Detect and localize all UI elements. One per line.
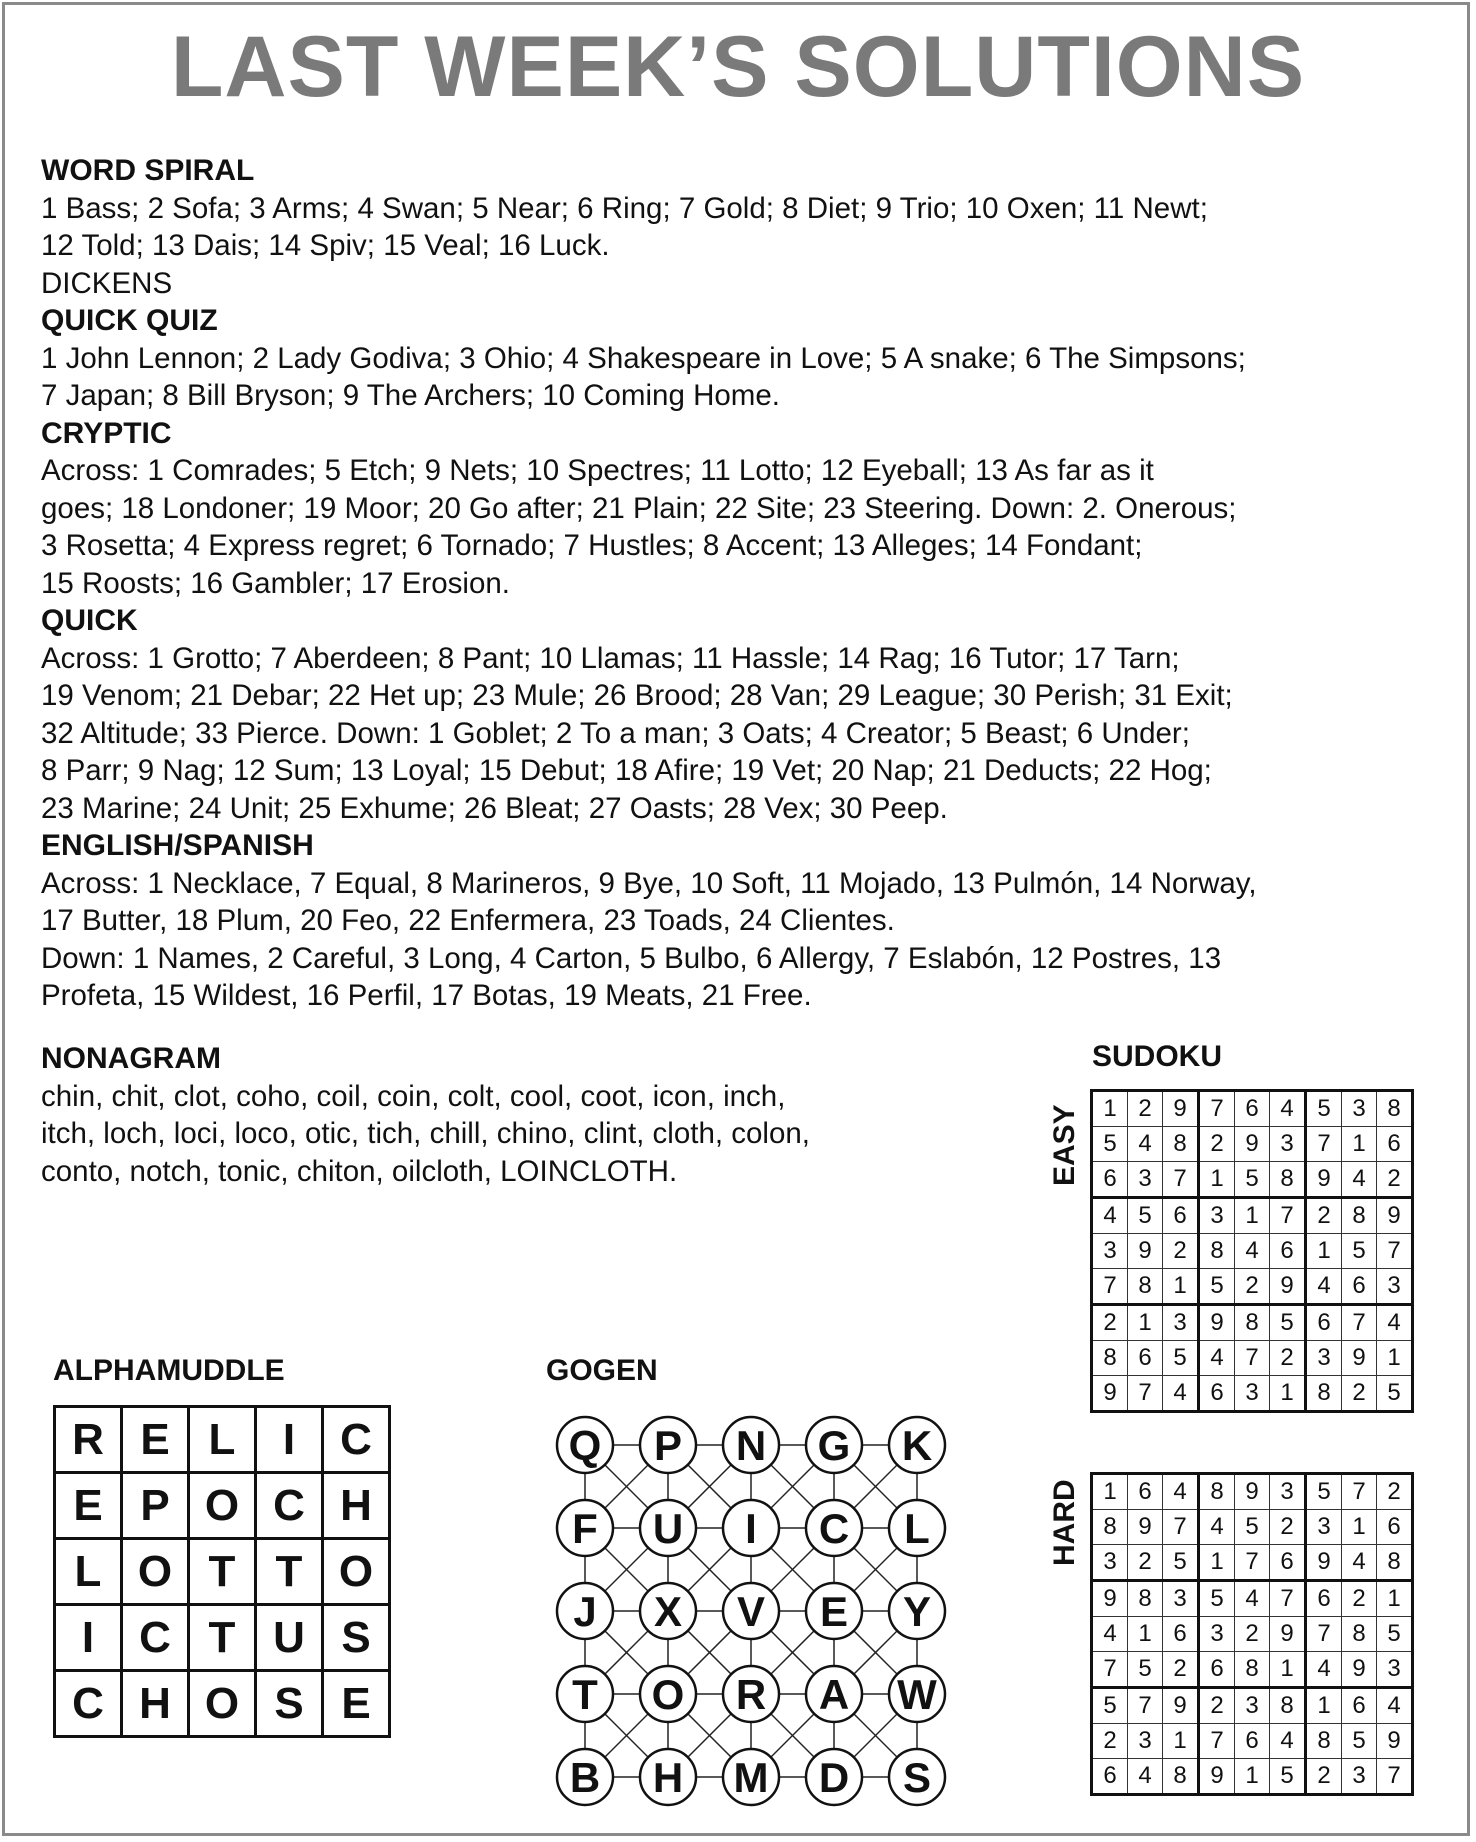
sudoku-cell: 2 [1128, 1545, 1163, 1581]
sudoku-cell: 3 [1270, 1127, 1306, 1162]
gogen-letter: C [818, 1505, 850, 1552]
gogen-letter: Y [902, 1588, 932, 1635]
section-line: 12 Told; 13 Dais; 14 Spiv; 15 Veal; 16 Luck. [41, 229, 610, 262]
sudoku-cell: 9 [1235, 1127, 1270, 1162]
section-line: 1 Bass; 2 Sofa; 3 Arms; 4 Swan; 5 Near; 6 Ring; 7 Gold; 8 Diet; 9 Trio; 10 Oxen; 11 Newt; [41, 191, 1208, 225]
sudoku-cell: 1 [1128, 1617, 1163, 1652]
gogen-letter: M [733, 1754, 769, 1801]
sudoku-cell: 9 [1128, 1510, 1163, 1545]
nonagram-heading: NONAGRAM [41, 1042, 221, 1075]
sudoku-cell: 5 [1270, 1759, 1306, 1795]
sudoku-cell: 3 [1199, 1617, 1235, 1652]
sudoku-cell: 7 [1092, 1652, 1128, 1688]
section-heading: CRYPTIC [41, 416, 172, 450]
sudoku-cell: 7 [1235, 1341, 1270, 1376]
sudoku-cell: 4 [1270, 1091, 1306, 1127]
sudoku-cell: 4 [1128, 1759, 1163, 1795]
section-line: Across: 1 Necklace, 7 Equal, 8 Marineros, 9 Bye, 10 Soft, 11 Mojado, 13 Pulmón, 14 Norway, [41, 866, 1257, 900]
sudoku-cell: 7 [1306, 1127, 1342, 1162]
gogen-letter: Q [568, 1422, 602, 1469]
sudoku-cell: 5 [1377, 1376, 1413, 1412]
sudoku-cell: 1 [1163, 1724, 1199, 1759]
section-body [41, 640, 1441, 828]
gogen-letter: S [902, 1754, 932, 1801]
alphamuddle-cell: I [256, 1407, 323, 1473]
sudoku-cell: 1 [1163, 1269, 1199, 1305]
sudoku-cell: 8 [1342, 1198, 1377, 1234]
alphamuddle-cell: S [256, 1671, 323, 1737]
alphamuddle-cell: P [122, 1473, 189, 1539]
sudoku-cell: 1 [1342, 1127, 1377, 1162]
sudoku-cell: 2 [1199, 1688, 1235, 1724]
sudoku-cell: 3 [1199, 1198, 1235, 1234]
sudoku-cell: 4 [1199, 1510, 1235, 1545]
sudoku-cell: 1 [1092, 1474, 1128, 1510]
section-line: Down: 1 Names, 2 Careful, 3 Long, 4 Carton, 5 Bulbo, 6 Allergy, 7 Eslabón, 12 Postres, 13 [41, 941, 1222, 975]
sudoku-cell: 3 [1306, 1510, 1342, 1545]
sudoku-cell: 2 [1092, 1724, 1128, 1759]
section-line: 32 Altitude; 33 Pierce. Down: 1 Goblet; 2 To a man; 3 Oats; 4 Creator; 5 Beast; 6 Under; [41, 716, 1190, 750]
sudoku-cell: 3 [1270, 1474, 1306, 1510]
sudoku-cell: 2 [1342, 1581, 1377, 1617]
sudoku-cell: 9 [1342, 1341, 1377, 1376]
sudoku-cell: 9 [1306, 1545, 1342, 1581]
gogen-letter: K [901, 1422, 933, 1469]
sudoku-cell: 2 [1306, 1759, 1342, 1795]
sudoku-cell: 6 [1270, 1545, 1306, 1581]
sudoku-cell: 6 [1199, 1652, 1235, 1688]
section-heading: WORD SPIRAL [41, 154, 255, 187]
sudoku-cell: 2 [1163, 1234, 1199, 1269]
sudoku-cell: 1 [1199, 1162, 1235, 1198]
gogen-letter: F [572, 1505, 598, 1552]
sudoku-cell: 2 [1306, 1198, 1342, 1234]
alphamuddle-cell: H [323, 1473, 390, 1539]
sudoku-cell: 9 [1163, 1091, 1199, 1127]
gogen-letter: D [818, 1754, 850, 1801]
sudoku-cell: 2 [1342, 1376, 1377, 1412]
alphamuddle-grid [53, 1405, 391, 1738]
section-line: 1 John Lennon; 2 Lady Godiva; 3 Ohio; 4 Shakespeare in Love; 5 A snake; 6 The Simpsons; [41, 341, 1246, 375]
sudoku-cell: 5 [1163, 1341, 1199, 1376]
sudoku-cell: 6 [1306, 1305, 1342, 1341]
gogen-letter: I [745, 1505, 757, 1552]
sudoku-cell: 2 [1163, 1652, 1199, 1688]
sudoku-cell: 2 [1199, 1127, 1235, 1162]
section-line: 7 Japan; 8 Bill Bryson; 9 The Archers; 10 Coming Home. [41, 379, 780, 412]
sudoku-cell: 5 [1235, 1510, 1270, 1545]
sudoku-cell: 9 [1163, 1688, 1199, 1724]
sudoku-cell: 3 [1128, 1724, 1163, 1759]
section-heading: QUICK QUIZ [41, 304, 218, 337]
alphamuddle-cell: U [256, 1605, 323, 1671]
sudoku-cell: 1 [1092, 1091, 1128, 1127]
sudoku-cell: 6 [1342, 1688, 1377, 1724]
gogen-letter: T [572, 1671, 598, 1718]
sudoku-cell: 1 [1270, 1652, 1306, 1688]
gogen-letter: N [735, 1422, 767, 1469]
sudoku-cell: 2 [1128, 1091, 1163, 1127]
sudoku-cell: 4 [1199, 1341, 1235, 1376]
sudoku-cell: 3 [1163, 1581, 1199, 1617]
nonagram-line: itch, loch, loci, loco, otic, tich, chill, chino, clint, cloth, colon, [41, 1117, 810, 1150]
section-line: Across: 1 Grotto; 7 Aberdeen; 8 Pant; 10 Llamas; 11 Hassle; 14 Rag; 16 Tutor; 17 Tarn; [41, 641, 1180, 675]
sudoku-cell: 7 [1270, 1581, 1306, 1617]
section-line: 8 Parr; 9 Nag; 12 Sum; 13 Loyal; 15 Debut; 18 Afire; 19 Vet; 20 Nap; 21 Deducts; 22 Hog; [41, 754, 1212, 787]
section-heading: ENGLISH/SPANISH [41, 829, 314, 862]
sudoku-cell: 8 [1235, 1652, 1270, 1688]
sudoku-cell: 8 [1199, 1234, 1235, 1269]
sudoku-cell: 1 [1377, 1581, 1413, 1617]
sudoku-cell: 2 [1377, 1474, 1413, 1510]
sudoku-cell: 4 [1092, 1198, 1128, 1234]
sudoku-cell: 6 [1342, 1269, 1377, 1305]
gogen-letter: L [904, 1505, 930, 1552]
sudoku-cell: 3 [1128, 1162, 1163, 1198]
sudoku-cell: 4 [1235, 1581, 1270, 1617]
section-line: 23 Marine; 24 Unit; 25 Exhume; 26 Bleat; 27 Oasts; 28 Vex; 30 Peep. [41, 791, 948, 825]
sudoku-cell: 8 [1306, 1376, 1342, 1412]
gogen-letter: B [569, 1754, 601, 1801]
nonagram-line: chin, chit, clot, coho, coil, coin, colt, cool, coot, icon, inch, [41, 1079, 786, 1113]
section-line: 17 Butter, 18 Plum, 20 Feo, 22 Enfermera, 23 Toads, 24 Clientes. [41, 904, 895, 937]
sudoku-cell: 2 [1092, 1305, 1128, 1341]
sudoku-cell: 8 [1342, 1617, 1377, 1652]
sudoku-cell: 5 [1270, 1305, 1306, 1341]
sudoku-cell: 7 [1342, 1305, 1377, 1341]
sudoku-cell: 1 [1377, 1341, 1413, 1376]
alphamuddle-cell: I [55, 1605, 122, 1671]
sudoku-cell: 8 [1128, 1269, 1163, 1305]
alphamuddle-cell: L [189, 1407, 256, 1473]
sudoku-cell: 6 [1235, 1091, 1270, 1127]
sudoku-cell: 6 [1377, 1510, 1413, 1545]
sudoku-cell: 4 [1235, 1234, 1270, 1269]
gogen-letter: H [652, 1754, 684, 1801]
sudoku-cell: 8 [1199, 1474, 1235, 1510]
sudoku-cell: 2 [1270, 1510, 1306, 1545]
sudoku-cell: 4 [1128, 1127, 1163, 1162]
sudoku-cell: 8 [1235, 1305, 1270, 1341]
sudoku-cell: 1 [1235, 1759, 1270, 1795]
sudoku-cell: 7 [1128, 1688, 1163, 1724]
sudoku-cell: 9 [1199, 1305, 1235, 1341]
sudoku-cell: 7 [1092, 1269, 1128, 1305]
page-title: LAST WEEK’S SOLUTIONS [170, 19, 1306, 115]
section-body [41, 190, 1441, 303]
sudoku-cell: 1 [1342, 1510, 1377, 1545]
sudoku-cell: 7 [1199, 1724, 1235, 1759]
gogen-grid [540, 1400, 960, 1820]
sudoku-cell: 5 [1092, 1688, 1128, 1724]
sudoku-cell: 9 [1199, 1759, 1235, 1795]
sudoku-cell: 9 [1377, 1198, 1413, 1234]
sudoku-cell: 8 [1306, 1724, 1342, 1759]
sudoku-cell: 4 [1342, 1545, 1377, 1581]
gogen-heading: GOGEN [546, 1354, 658, 1387]
sudoku-cell: 4 [1377, 1688, 1413, 1724]
sudoku-hard-label: HARD [1048, 1479, 1081, 1566]
sudoku-cell: 9 [1092, 1376, 1128, 1412]
alphamuddle-cell: O [323, 1539, 390, 1605]
sudoku-cell: 7 [1199, 1091, 1235, 1127]
sudoku-cell: 3 [1235, 1688, 1270, 1724]
sudoku-cell: 6 [1128, 1474, 1163, 1510]
section-line: Across: 1 Comrades; 5 Etch; 9 Nets; 10 Spectres; 11 Lotto; 12 Eyeball; 13 As far as it [41, 454, 1154, 487]
sudoku-cell: 6 [1163, 1617, 1199, 1652]
sudoku-cell: 3 [1377, 1269, 1413, 1305]
sudoku-cell: 3 [1235, 1376, 1270, 1412]
sudoku-cell: 4 [1306, 1652, 1342, 1688]
sudoku-cell: 8 [1163, 1759, 1199, 1795]
sudoku-cell: 9 [1377, 1724, 1413, 1759]
sudoku-cell: 3 [1092, 1545, 1128, 1581]
section-line: 19 Venom; 21 Debar; 22 Het up; 23 Mule; 26 Brood; 28 Van; 29 League; 30 Perish; 31 Exit; [41, 679, 1233, 712]
sudoku-easy-label: EASY [1048, 1104, 1081, 1186]
sudoku-cell: 3 [1342, 1759, 1377, 1795]
sudoku-cell: 8 [1092, 1341, 1128, 1376]
sudoku-cell: 6 [1092, 1759, 1128, 1795]
sudoku-cell: 8 [1377, 1091, 1413, 1127]
sudoku-cell: 7 [1128, 1376, 1163, 1412]
section-line: 15 Roosts; 16 Gambler; 17 Erosion. [41, 566, 510, 600]
sudoku-cell: 9 [1342, 1652, 1377, 1688]
gogen-letter: X [653, 1588, 683, 1635]
sudoku-cell: 9 [1270, 1269, 1306, 1305]
sudoku-cell: 6 [1235, 1724, 1270, 1759]
sudoku-cell: 7 [1163, 1510, 1199, 1545]
gogen-letter: P [653, 1422, 683, 1469]
sudoku-cell: 6 [1128, 1341, 1163, 1376]
sudoku-cell: 4 [1163, 1474, 1199, 1510]
sudoku-cell: 1 [1199, 1545, 1235, 1581]
sudoku-cell: 6 [1270, 1234, 1306, 1269]
sudoku-cell: 4 [1377, 1305, 1413, 1341]
sudoku-cell: 7 [1377, 1234, 1413, 1269]
sudoku-cell: 6 [1377, 1127, 1413, 1162]
sudoku-cell: 8 [1128, 1581, 1163, 1617]
gogen-letter: G [817, 1422, 851, 1469]
gogen-letter: J [573, 1588, 597, 1635]
sudoku-cell: 5 [1235, 1162, 1270, 1198]
sudoku-cell: 1 [1235, 1198, 1270, 1234]
alphamuddle-cell: O [189, 1671, 256, 1737]
sudoku-cell: 5 [1128, 1198, 1163, 1234]
sudoku-cell: 1 [1128, 1305, 1163, 1341]
alphamuddle-cell: O [122, 1539, 189, 1605]
alphamuddle-cell: E [55, 1473, 122, 1539]
sudoku-cell: 7 [1235, 1545, 1270, 1581]
sudoku-cell: 4 [1342, 1162, 1377, 1198]
sudoku-cell: 5 [1163, 1545, 1199, 1581]
sudoku-cell: 4 [1163, 1376, 1199, 1412]
alphamuddle-cell: S [323, 1605, 390, 1671]
sudoku-hard-grid [1090, 1472, 1414, 1796]
nonagram-body [41, 1078, 981, 1191]
alphamuddle-cell: O [189, 1473, 256, 1539]
sudoku-cell: 7 [1306, 1617, 1342, 1652]
sudoku-cell: 5 [1199, 1269, 1235, 1305]
sudoku-cell: 3 [1092, 1234, 1128, 1269]
alphamuddle-cell: T [189, 1605, 256, 1671]
alphamuddle-cell: C [55, 1671, 122, 1737]
sudoku-cell: 2 [1377, 1162, 1413, 1198]
sudoku-cell: 5 [1092, 1127, 1128, 1162]
sudoku-cell: 5 [1342, 1234, 1377, 1269]
section-line: DICKENS [41, 266, 173, 300]
alphamuddle-cell: T [256, 1539, 323, 1605]
sudoku-cell: 6 [1092, 1162, 1128, 1198]
sudoku-cell: 8 [1092, 1510, 1128, 1545]
alphamuddle-cell: H [122, 1671, 189, 1737]
sudoku-cell: 2 [1235, 1617, 1270, 1652]
alphamuddle-cell: C [122, 1605, 189, 1671]
section-heading: QUICK [41, 604, 138, 637]
alphamuddle-cell: E [323, 1671, 390, 1737]
alphamuddle-heading: ALPHAMUDDLE [53, 1354, 285, 1387]
sudoku-cell: 4 [1092, 1617, 1128, 1652]
sudoku-cell: 3 [1163, 1305, 1199, 1341]
sudoku-cell: 5 [1306, 1091, 1342, 1127]
sudoku-easy-grid [1090, 1089, 1414, 1413]
sudoku-cell: 6 [1306, 1581, 1342, 1617]
alphamuddle-cell: T [189, 1539, 256, 1605]
gogen-letter: R [735, 1671, 767, 1718]
sudoku-cell: 6 [1163, 1198, 1199, 1234]
gogen-letter: V [736, 1588, 766, 1635]
gogen-letter: W [897, 1671, 937, 1718]
sudoku-cell: 3 [1306, 1341, 1342, 1376]
section-body [41, 340, 1441, 415]
sudoku-cell: 6 [1199, 1376, 1235, 1412]
sudoku-cell: 7 [1163, 1162, 1199, 1198]
sudoku-heading: SUDOKU [1092, 1040, 1223, 1073]
sudoku-cell: 7 [1377, 1759, 1413, 1795]
sudoku-cell: 3 [1377, 1652, 1413, 1688]
section-body [41, 865, 1441, 1015]
sudoku-cell: 2 [1270, 1341, 1306, 1376]
sudoku-cell: 5 [1342, 1724, 1377, 1759]
sudoku-cell: 5 [1306, 1474, 1342, 1510]
sudoku-cell: 9 [1235, 1474, 1270, 1510]
sudoku-cell: 5 [1377, 1617, 1413, 1652]
sudoku-cell: 7 [1342, 1474, 1377, 1510]
sudoku-cell: 5 [1128, 1652, 1163, 1688]
sudoku-cell: 1 [1306, 1234, 1342, 1269]
alphamuddle-cell: E [122, 1407, 189, 1473]
alphamuddle-cell: L [55, 1539, 122, 1605]
alphamuddle-cell: C [256, 1473, 323, 1539]
gogen-letter: A [818, 1671, 850, 1718]
sudoku-cell: 9 [1092, 1581, 1128, 1617]
sudoku-cell: 2 [1235, 1269, 1270, 1305]
nonagram-line: conto, notch, tonic, chiton, oilcloth, LOINCLOTH. [41, 1154, 678, 1188]
section-line: 3 Rosetta; 4 Express regret; 6 Tornado; 7 Hustles; 8 Accent; 13 Alleges; 14 Fondant; [41, 529, 1143, 562]
gogen-letter: E [819, 1588, 849, 1635]
sudoku-cell: 5 [1199, 1581, 1235, 1617]
sudoku-cell: 8 [1270, 1688, 1306, 1724]
sudoku-cell: 8 [1163, 1127, 1199, 1162]
section-body [41, 452, 1441, 602]
sudoku-cell: 9 [1128, 1234, 1163, 1269]
sudoku-cell: 9 [1270, 1617, 1306, 1652]
sudoku-cell: 3 [1342, 1091, 1377, 1127]
sudoku-cell: 7 [1270, 1198, 1306, 1234]
alphamuddle-cell: R [55, 1407, 122, 1473]
sudoku-cell: 1 [1270, 1376, 1306, 1412]
sudoku-cell: 8 [1377, 1545, 1413, 1581]
nonagram-section [41, 1040, 981, 1190]
sudoku-cell: 4 [1306, 1269, 1342, 1305]
alphamuddle-cell: C [323, 1407, 390, 1473]
section-line: Profeta, 15 Wildest, 16 Perfil, 17 Botas, 19 Meats, 21 Free. [41, 979, 812, 1012]
sudoku-cell: 9 [1306, 1162, 1342, 1198]
sudoku-cell: 4 [1270, 1724, 1306, 1759]
section-line: goes; 18 Londoner; 19 Moor; 20 Go after; 21 Plain; 22 Site; 23 Steering. Down: 2. Onerous; [41, 491, 1237, 525]
solutions-text [41, 152, 1441, 1015]
sudoku-cell: 8 [1270, 1162, 1306, 1198]
gogen-letter: U [652, 1505, 684, 1552]
sudoku-cell: 1 [1306, 1688, 1342, 1724]
gogen-letter: O [651, 1671, 685, 1718]
